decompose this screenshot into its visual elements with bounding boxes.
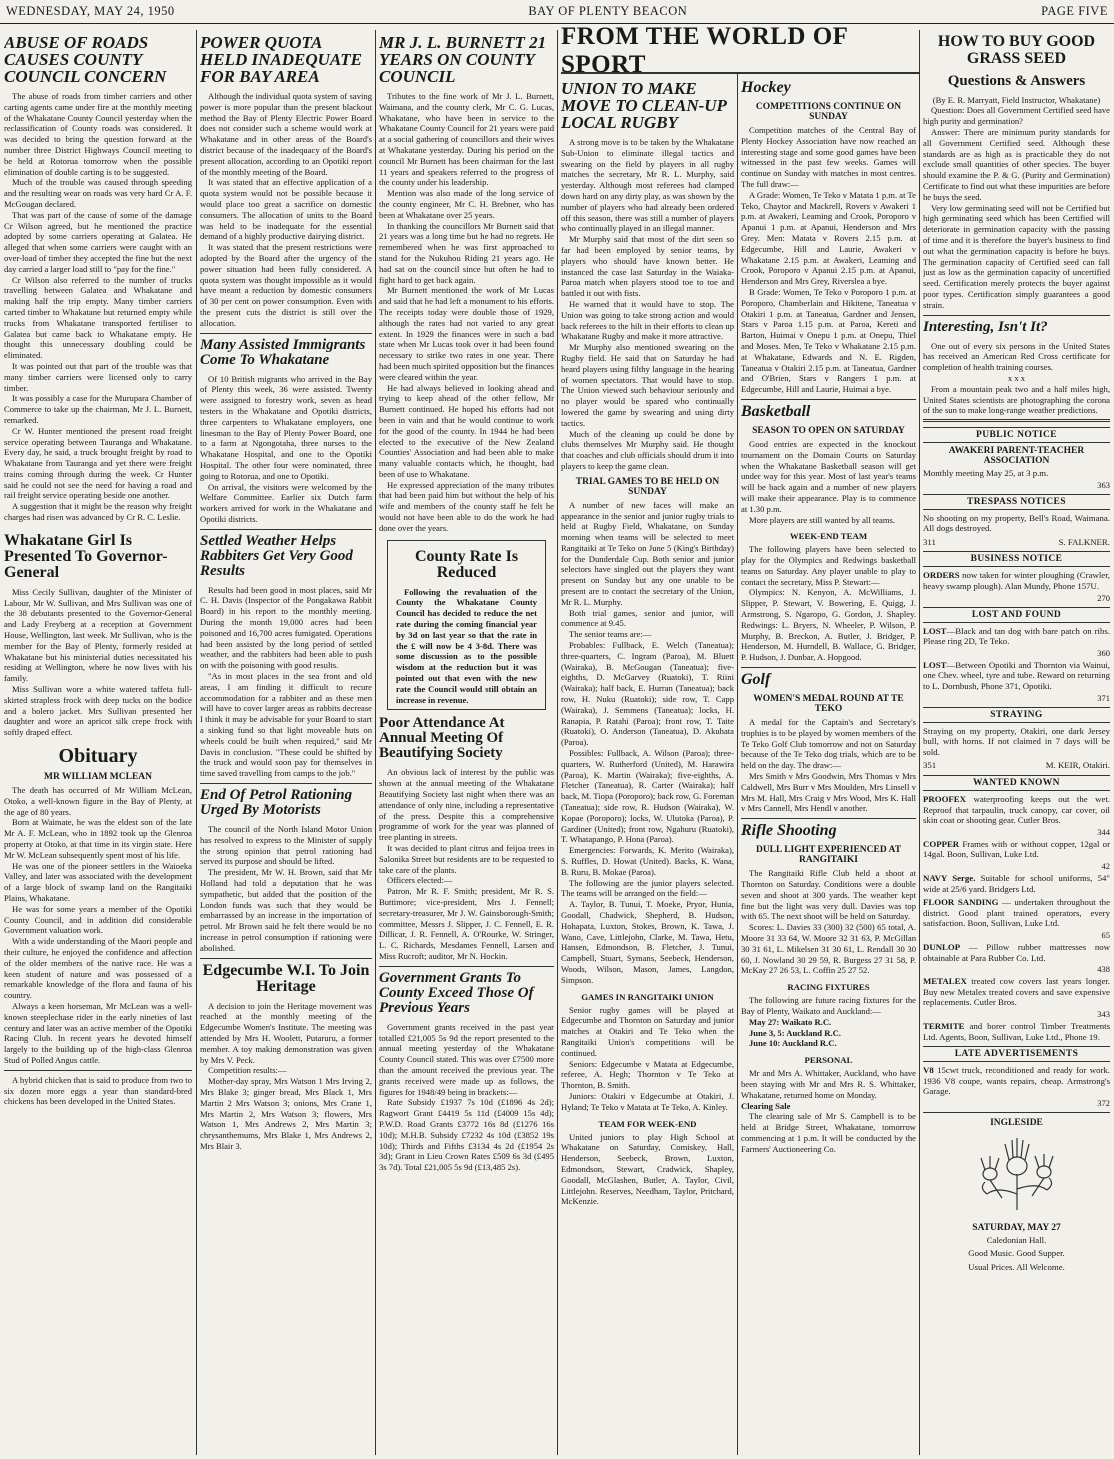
notice-public: PUBLIC NOTICE: [923, 427, 1110, 443]
ad-text: [923, 897, 1110, 929]
article-paragraph: One out of every six persons in the United States has received an American Red Cross certificate for completion of health training courses.: [923, 340, 1110, 373]
ad-body: Suitable for school uniforms, 54" wide at 25/6 yard. Bridgers Ltd.: [923, 872, 1110, 894]
column-rule: [919, 30, 920, 1455]
ad-number: 363: [1097, 479, 1110, 490]
article-paragraph: Miss Cecily Sullivan, daughter of the Minister of Labour, Mr W. Sullivan, and Mrs Sullivan was one of the 38 debutants presented to the Governor-General and Lady Freyberg at a reception at Government House, Wellington, last week. Mr Sullivan, who is the member for the Bay of Plenty, formerly resided at Whakatane but his ministerial duties necessitated his residing at Wellington, where he now lives with his family.: [4, 586, 192, 684]
ad-text: [923, 626, 1110, 647]
divider: [923, 1112, 1110, 1113]
article-paragraph: A number of new faces will make an appearance in the senior and junior rugby trials to held at Rugby Field, Whakatane, on Sunday morning when teams will be selected to meet Rangitaiki at Te Teko on June 5 (King's Birthday) for the Dunderdale Cup. Both senior and junior selectors have singled out the players they want present on Sunday but any one unable to be present are to contact the secretary of the Union, Mr R. L. Murphy.: [561, 499, 734, 607]
subhead-personal: PERSONAL: [804, 1055, 853, 1066]
article-paragraph: Always a keen horseman, Mr McLean was a well-known steeplechase rider in the early nineties of last century and later was an active member of the Opotiki Racing Club. In recent years he devoted himself largely to the building up of the high-class Glenroa Stud of Polled Angus cattle.: [4, 1000, 192, 1065]
article-paragraph: Probables: Fullback, E. Welch (Taneatua); three-quarters, C. Ingram (Paroa), M. Bluett (Wairaka), B. McGougan (Taneatua); five-eighths, D. McGarvey (Ruatoki), T. Riini (Wairaka); half back, E. Hurran (Taneatua); back row, H. Nuku (Ruatoki); side row, T. Capp (Wairaka), J. Semmens (Taneatua); locks, H. Ranapia, P. Ratahi (Paroa); front row, T. Taite (Ruatoki), O. Anderson (Taneatua), D. Akuhata (Paroa).: [561, 640, 734, 748]
article-paragraph: Much of the cleaning up could be done by clubs themselves Mr Murphy said. He thought that coaches and club officials should drum it into players to keep the game clean.: [561, 428, 734, 471]
headline-county-rate: County Rate Is Reduced: [414, 547, 519, 581]
article-paragraph: Both trial games, senior and junior, will commence at 9.45.: [561, 607, 734, 629]
article-paragraph: The following players have been selected to play for the Olympics and Redwings basketball teams on Saturday. Any player unable to play to contact the secretary, Miss P. Stewart:—: [741, 544, 916, 587]
event-detail: Good Music. Good Supper.: [968, 1248, 1065, 1259]
ad-text: [923, 873, 1110, 894]
article-paragraph: It was pointed out that part of the trouble was that many timber carriers were licensed only to carry timber.: [4, 360, 192, 393]
article-paragraph: Question: Does all Government Certified seed have high purity and germination?: [923, 105, 1110, 127]
headline-qa: Questions & Answers: [947, 72, 1086, 89]
article-paragraph: Miss Sullivan wore a white watered taffeta full-skirted strapless frock with deep tucks on the bodice and a bolero jacket. Mrs Sullivan presented her daughter and wore an apricot silk crepe frock with softly draped effect.: [4, 684, 192, 738]
headline-rifle: Rifle Shooting: [741, 822, 837, 840]
ad-number: 371: [1097, 692, 1110, 703]
subhead-clearing-sale: Clearing Sale: [741, 1100, 791, 1111]
event-venue: Caledonian Hall.: [986, 1234, 1047, 1245]
headline-petrol-rationing: End Of Petrol Rationing Urged By Motorists: [200, 787, 353, 819]
ad-text: Monthly meeting May 25, at 3 p.m.: [923, 468, 1049, 479]
article-paragraph: "As in most places in the sea front and old areas, I am finding it difficult to recure accommodation for a rabbiter and as these men will have to cover larger areas as rabbits decrease I think it may be advisable for your Board to start a sinking fund so that light moveable huts on wheels could be built when required," said Mr Davis in conclusion. "These could be shifted by the truck and would soon pay for themselves in time saved travelling from camps to the job.": [200, 671, 372, 779]
ad-text: No shooting on my property, Bell's Road, Waimana. All dogs destroyed.: [923, 512, 1110, 534]
column-rule: [375, 30, 376, 1455]
divider: [4, 1070, 192, 1071]
article-paragraph: Mr Murphy also mentioned swearing on the Rugby field. He said that on Saturday he had heard players using filthy language in the hearing of women spectators. That would have to stop. The Union viewed such behaviour seriously and no player would be spared who continually lowered the game by swearing and using dirty tactics.: [561, 342, 734, 428]
column-rule: [196, 30, 197, 1455]
headline-golf: Golf: [741, 671, 771, 689]
column-2: [200, 30, 372, 1455]
article-paragraph: The following are the junior players selected. The teams will be arranged on the field:—: [561, 877, 734, 899]
article-paragraph: A suggestion that it might be the reason why freight charges had risen was advanced by Cr R. C. Leslie.: [4, 501, 192, 523]
article-paragraph: The Rangitaiki Rifle Club held a shoot at Thornton on Saturday. Conditions were a double seven and shoot at 300 yards. The weather kept fine but the light was very dull. Davies was top with 65. The next shoot will be held on Saturday.: [741, 868, 916, 922]
headline-interesting: Interesting, Isn't It?: [923, 318, 1048, 335]
ad-keyword: FLOOR SANDING: [923, 897, 999, 908]
article-paragraph: Born at Waimate, he was the eldest son of the late Mr A. F. McLean, who in 1892 took up the Glenroa property at Otoko, at that time in its virgin state. Here Mr W. McLean subsequently spent most of his life.: [4, 817, 192, 860]
column-rule: [737, 74, 738, 1455]
article-paragraph: He was for some years a member of the Opotiki County Council, and in addition did considerable Government valuation work.: [4, 903, 192, 936]
masthead-title: BAY OF PLENTY BEACON: [528, 4, 688, 18]
article-paragraph: A hybrid chicken that is said to produce from two to six dozen more eggs a year than standard-bred chickens has been developed in the United States.: [4, 1074, 192, 1107]
ad-body: Frames with or without copper, 12gal or 14gal. Boon, Sullivan, Luke Ltd.: [923, 838, 1110, 860]
article-paragraph: Competition results:—: [208, 1065, 287, 1076]
ad-text: [923, 976, 1110, 1008]
headline-burnett: MR J. L. BURNETT 21 YEARS ON COUNTY COUNCIL: [379, 33, 547, 86]
notice-late-ads: LATE ADVERTISEMENTS: [923, 1046, 1110, 1062]
ad-text: [923, 1065, 1110, 1097]
ad-keyword: METALEX: [923, 976, 967, 987]
ad-body: —Between Opotiki and Thornton via Wainui, one Chev. wheel, tyre and tube. Reward on returning to L. Dornbush, Phone 371, Opotiki.: [923, 659, 1110, 692]
article-paragraph: Government grants received in the past year totalled £21,005 5s 9d the report presented to the annual meeting yesterday of the Whakatane County Council stated. This was over £7500 more than the amount received the previous year. The grants received were made up as follows, the figures for 1948/49 being in brackets:—: [379, 1021, 554, 1097]
column-rule: [557, 30, 558, 1455]
article-paragraph: A Grade: Women, Te Teko v Matata 1 p.m. at Te Teko, Chaytor and Mackrell, Rovers v Awakeri 1 p.m. at Awakeri, Leaming and Crook, Poroporo v Apanui 1 p.m. at Apanui, Henderson and Mrs Grey. Men: Matata v Rovers 2.15 p.m. at Edgecumbe, Hill and Laurie, Awakeri v Whakatane 2.15 p.m. at Awakeri, Leaming and Crook, Poroporo v Apanui 2.15 p.m. at Apanui, Henderson and Mrs Grey, Riverslea a bye.: [741, 189, 916, 287]
thistle-icon: [957, 1134, 1077, 1212]
article-paragraph: Much of the trouble was caused through speeding and the resulting wear on roads was very hard Cr A. F. McGougan declared.: [4, 177, 192, 209]
column-1: [4, 30, 192, 1455]
ad-keyword: TERMITE: [923, 1020, 965, 1031]
article-paragraph: The council of the North Island Motor Union has resolved to express to the Minister of supply the strong opinion that petrol rationing had served its purpose and should be lifted.: [200, 824, 372, 867]
masthead-date: WEDNESDAY, MAY 24, 1950: [6, 4, 175, 18]
article-paragraph: Cr Wilson also referred to the number of trucks travelling between Galatea and Whakatane and making half the trip empty. Many timber carriers carted timber to Whakatane but returned empty while trucks from Whakatane transported fertiliser to Galatea but came back to Whakatane empty. He thought this unnecessary doubling could be eliminated.: [4, 274, 192, 361]
divider: [200, 958, 372, 959]
article-paragraph: He was one of the pioneer settlers in the Waioeka Valley, and later was associated with the development of a large block of swamp land on the Rangitaiki Plains, Whakatane.: [4, 860, 192, 903]
article-paragraph: Mr and Mrs A. Whittaker, Auckland, who have been staying with Mr and Mrs R. S. Whittaker, Whakatane, returned home on Monday.: [741, 1068, 916, 1100]
article-paragraph: Mrs Smith v Mrs Goodwin, Mrs Thomas v Mrs Caldwell, Mrs Burr v Mrs Moulden, Mrs Linsell v Mrs M. Hall, Mrs Craig v Mrs Wood, Mrs K. Hall v Mrs Cannell, Mrs Hendl v another.: [741, 771, 916, 814]
ad-body: — undertaken throughout the district. Good plant trained operators, every satisfaction. Boon, Sullivan, Luke Ltd.: [923, 897, 1110, 929]
headline-basketball: Basketball: [741, 402, 811, 420]
ad-text: [923, 794, 1110, 826]
racing-fixture: June 10: Auckland R.C.: [749, 1038, 837, 1049]
article-paragraph: B Grade: Women, Te Teko v Poroporo 1 p.m. at Poroporo, Chamberlain and Hikitene, Taneatua v Otakiri 1 p.m. at Taneatua, Gardner and Jensen, Stars v Paroa 1.15 p.m. at Paroa, Kereti and Barton, Huimai v Onepu 1 p.m. at Onepu, Thiel and Moses. Men, Te Teko v Whakatane 2.15 p.m. at Whakatane, Edwards and N. E. Rigden, Taneatua v Otakiri 2.15 p.m. at Taneatua, Gardner and O'Brien, Stars v Rangers 1 p.m. at Edgecumbe, Hill and Laurie, Huimai a bye.: [741, 286, 916, 395]
article-paragraph: From a mountain peak two and a half miles high, United States scientists are photographing the corona of the sun to make long-range weather predictions.: [923, 383, 1110, 416]
subhead-trial-games: TRIAL GAMES TO BE HELD ON SUNDAY: [575, 476, 720, 497]
ad-number: 311: [923, 536, 936, 547]
ad-number: 438: [1097, 964, 1110, 975]
ad-number: 360: [1097, 647, 1110, 658]
headline-settled-weather: Settled Weather Helps Rabbiters Get Very Good Results: [200, 532, 353, 579]
headline-rugby: UNION TO MAKE MOVE TO CLEAN-UP LOCAL RUGBY: [561, 79, 727, 132]
divider: [741, 399, 916, 400]
article-paragraph: A. Taylor, B. Tunui, T. Moeke, Pryor, Hunia, Goodall, Chadwick, Shepherd, B. Hudson, Hohapata, Luxton, Stokes, Brown, K. Tawa, J. Wano, Cave, Littlejohn, Clarke, M. Tawa, Hetu, Hansen, Edmondson, B. Fletcher, J. Tunui, Campbell, Stuart, Symans, Seebeck, Henderson, Woods, Wilson, Mason, James, Langdon, Simpson.: [561, 899, 734, 985]
article-paragraph: An obvious lack of interest by the public was shown at the annual meeting of the Whakatane Beautifying Society last night when there was an attendance of only nine, including a representative of the press. Despite this a comprehensive programme of work for the year was planned of tree planting in streets.: [379, 767, 554, 843]
ad-signer: M. KEIR, Otakiri.: [1045, 760, 1110, 771]
article-paragraph: Scores: L. Davies 33 (300) 32 (500) 65 total, A. Moore 31 33 64, W. Moore 32 31 63, P. McGillan 30 31 61, L. Mikelsen 31 30 61, L. Rendall 30 30 60, J. Nowland 30 29 59, R. Burgess 27 31 58, P. McKay 27 26 53, L. Coffin 25 27 52.: [741, 922, 916, 976]
headline-government-grants: Government Grants To County Exceed Those Of Previous Years: [379, 969, 534, 1016]
article-paragraph: Competition matches of the Central Bay of Plenty Hockey Association have now reached an interesting stage and some good games have been witnessed in the past few weeks. Games will continue on Sunday with matches in most centres. The full draw:—: [741, 125, 916, 189]
article-paragraph: Rate Subsidy £1937 7s 10d (£1896 4s 2d); Ragwort Grant £4419 5s 11d (£4009 15s 4d); P.W.D. Road Grants £3772 16s 8d (£1276 16s 10d); M.H.B. Subsidy £7232 4s 10d (£3852 19s 10d); Thirds and Fifths £3134 4s 2d (£1954 2s 3d); Grant in Lieu Crown Rates £509 6s 3d (£495 3s 7d). Total £21,005 5s 9d (£13,485 2s).: [379, 1097, 554, 1173]
event-date: SATURDAY, MAY 27: [972, 1222, 1061, 1233]
racing-fixture: June 3, 5: Auckland R.C.: [749, 1027, 841, 1038]
ad-keyword: DUNLOP: [923, 941, 961, 952]
masthead: [0, 0, 1114, 24]
article-paragraph: Senior rugby games will be played at Edgecumbe and Thornton on Saturday and junior matches at Otakiri and Te Teko when the Rangitaiki Union's competitions will be continued.: [561, 1004, 734, 1058]
ad-keyword: PROOFEX: [923, 794, 967, 805]
ad-text: [923, 570, 1110, 591]
sport-banner: FROM THE WORLD OF SPORT: [561, 30, 919, 74]
divider: [200, 529, 372, 530]
ad-body: and borer control Timber Treatments Ltd. Agents, Boon, Sullivan, Luke Ltd., Phone 19.: [923, 1020, 1110, 1042]
article-paragraph: The senior teams are:—: [569, 629, 652, 640]
article-paragraph: Possibles: Fullback, A. Wilson (Paroa); three-quarters, W. Rutherford (United), M. Harawira (Paroa), K. Martin (Wairaka); five-eighths, A. Fletcher (Taneatua), R. Carter (Wairaka); half back, M. Tiopa (Poroporo); back row, G. Foreman (Taneatua); side row, R. Hudson (Wairaka), W. Kopae (Poroporo); locks, W. Ulutoka (Paroa), P. Gardiner (United); front row, Ngahuru (Ruatoki), T. Whatapango, P. Hona (Paroa).: [561, 748, 734, 845]
article-paragraph: Juniors: Otakiri v Edgecumbe at Otakiri, J. Hyland; Te Teko v Matata at Te Teko, A. Kinley.: [561, 1090, 734, 1112]
article-paragraph: It was stated that the present restrictions were adopted by the Board after the urgency of the power situation had been fully considered. A quota system was thought impossible as it would have meant a reduction by domestic consumers of 30 per cent on power consumption. Even with the present cuts the district is still over the allocation.: [200, 242, 372, 328]
article-paragraph: It was stated that an effective application of a quota system would not be possible because it would place too great a sacrifice on domestic consumers. The allocation of units to the Board was held to be inadequate for the essential demand of a highly productive dairying district.: [200, 177, 372, 242]
article-paragraph: Mention was also made of the long service of the county engineer, Mr C. H. Brebner, who has been at Whakatane over 25 years.: [379, 188, 554, 220]
article-paragraph: A medal for the Captain's and Secretary's trophies is to be played by women members of the Te Teko Golf Club tomorrow and not on Saturday because of the Te Teko dog trials, which are to be held on the day. The draw:—: [741, 717, 916, 771]
column-4: [561, 76, 734, 1455]
divider: [923, 315, 1110, 316]
article-paragraph: With a wide understanding of the Maori people and their culture, he enjoyed the confidence and affection of the older members of the native race. He was a keen student of nature and was possessed of a remarkable knowledge of the flora and fauna of his country.: [4, 936, 192, 1001]
racing-fixture: May 27: Waikato R.C.: [749, 1016, 832, 1027]
headline-whakatane-girl: Whakatane Girl Is Presented To Governor-General: [4, 531, 168, 581]
divider: [379, 966, 554, 967]
divider: [741, 667, 916, 668]
article-paragraph: Patron, Mr R. F. Smith; president, Mr R. S. Buttimore; vice-president, Mrs J. Fennell; secretary-treasurer, Mr J. W. Gainsborough-Smith; committee, Messrs J. Slipper, J. C. Fennell, E. R. Dillicar, J. R. Fennell, A. O'Rourke, W. Stringer, L. C. Richards, Mesdames Fennell, Larsen and Miss Rucroft; auditor, Mr N. Hockin.: [379, 886, 554, 961]
article-paragraph: Very low germinating seed will not be Certified but high germinating seed which has been Certified will deteriorate in germination capacity with the passing of time and it is therefore the buyer's business to find out what the germination capacity is before he buys. The germination capacity of Certified seed can fall just as low as the germination capacity of uncertified seed. Certification merely protects the buyer against poor types. Certification simply guarantees a good strain.: [923, 202, 1110, 310]
separator-marks: x x x: [1007, 372, 1026, 383]
column-6: [923, 30, 1110, 1455]
ad-body: treated cow covers last years longer. Buy new Metalex treated covers and save expensive replacements. Cutler Bros.: [923, 976, 1110, 1008]
ad-body: 15cwt truck, reconditioned and ready for work. 1936 V8 coupe, wants repairs, cheap. Armstrong's Garage.: [923, 1065, 1110, 1097]
headline-power-quota: POWER QUOTA HELD INADEQUATE FOR BAY AREA: [200, 33, 362, 86]
article-paragraph: Emergencies: Forwards, K. Merito (Wairaka), S. Ruffles, D. Howat (United). Backs, K. Wana, B. Ruru, B. Mokae (Paroa).: [561, 845, 734, 877]
thistle-illustration-icon: [923, 1134, 1110, 1217]
ad-keyword: COPPER: [923, 838, 960, 849]
column-5: [741, 76, 916, 1455]
ad-text: [923, 839, 1110, 860]
event-detail: Usual Prices. All Welcome.: [968, 1262, 1065, 1273]
divider: [200, 333, 372, 334]
divider: [741, 818, 916, 819]
article-paragraph: Following the revaluation of the County the Whakatane County Council has decided to reduce the net rate during the coming financial year by 3d on last year so that the rate in the £ will now be 4 3-8d. There was some discussion as to the possible wisdom at the reduction but it was pointed out that even with the new rate the Council would still obtain an increase in revenue.: [396, 586, 537, 705]
article-paragraph: Olympics: N. Kenyon, A. McWilliams, J. Slipper, P. Stewart, V. Bowering, E. Quigg, J. Armstrong, S. Ngaropo, G. Gordon, J. Shapley. Redwings: L. Bryers, N. Wheeler, P. Wilson, P. Murphy, B. Breckon, A. Butler, J. Bridger, P. Henderson, M. Hurndell, B. Wallace, G. Bridger, P. Hudson, J. Dunbar, A. Hopgood.: [741, 587, 916, 663]
ad-text: [923, 942, 1110, 963]
headline-grass-seed: HOW TO BUY GOOD GRASS SEED: [937, 33, 1096, 67]
ad-number: 351: [923, 760, 937, 771]
subhead-weekend-team: WEEK-END TEAM: [789, 531, 868, 542]
article-paragraph: He warned that it would have to stop. The Union was going to take strong action and would back referees to the hilt in their efforts to clean up Whakatane Rugby and make it more attractive.: [561, 298, 734, 342]
article-paragraph: The clearing sale of Mr S. Campbell is to be held at Bridge Street, Whakatane, tomorrow commencing at 1 p.m. It will be conducted by the Farmers' Auctioneering Co.: [741, 1111, 916, 1154]
article-paragraph: It was possibly a case for the Murupara Chamber of Commerce to take up the chairman, Mr J. L. Burnett, remarked.: [4, 393, 192, 425]
notice-lost-found: LOST AND FOUND: [923, 607, 1110, 623]
ad-body: now taken for winter ploughing (Crawler, heavy swamp plough). Alan Mundy, Phone 157U.: [923, 570, 1110, 592]
article-paragraph: A strong move is to be taken by the Whakatane Sub-Union to eliminate illegal tactics and swearing on the field by players in all rugby matches the secretary, Mr R. L. Murphy, said yesterday. Although most referees had clamped down hard on any dirty play, as was shown by the number of players who had already been ordered off this season, there was still a number of players who continually played in an illegal manner.: [561, 137, 734, 234]
byline: (By E. R. Marryatt, Field Instructor, Whakatane): [932, 94, 1101, 105]
ad-number: 270: [1097, 592, 1110, 603]
article-paragraph: Good entries are expected in the knockout tournament on the Domain Courts on Saturday when the Whakatane Basketball season will get under way for this year. Most of last year's teams will be back again and a number of new players will make their appearance. Play is to commence at 1.30 p.m.: [741, 438, 916, 514]
article-paragraph: On arrival, the visitors were welcomed by the Welfare Committee. Earlier six Dutch farm workers arrived for work in the Whakatane and Opotiki districts.: [200, 481, 372, 524]
article-paragraph: He expressed appreciation of the many tributes that had been paid him but without the help of his wife and members of the county staff he felt he would not have been able to do the work he had done over the years.: [379, 479, 554, 533]
divider: [200, 783, 372, 784]
notice-trespass: TRESPASS NOTICES: [923, 494, 1110, 510]
headline-abuse-of-roads: ABUSE OF ROADS CAUSES COUNTY COUNCIL CONCERN: [4, 33, 167, 86]
ad-text: [923, 660, 1110, 692]
ad-keyword: LOST: [923, 625, 947, 636]
masthead-page: PAGE FIVE: [1041, 4, 1108, 18]
headline-immigrants: Many Assisted Immigrants Come To Whakatane: [200, 336, 366, 368]
ad-keyword: ORDERS: [923, 570, 960, 581]
subhead-rifle: DULL LIGHT EXPERIENCED AT RANGITAIKI: [755, 845, 902, 866]
article-paragraph: Of 10 British migrants who arrived in the Bay of Plenty this week, 36 were assisted. Twenty were assigned to forestry work, seven as head testers in the Whakatane and Opotiki districts, three carpenters to Whakatane employers, one linesman to the Bay of Plenty Power Board, one to a farm at Ngongotaha, three nurses to the Whakatane Hospital, and one to the Opotiki Hospital. The other four were nominated, three going to Rotorua, and one to Opotiki.: [200, 373, 372, 481]
ad-body: waterproofing keeps out the wet. Reproof that tarpaulin, truck canopy, car cover, oil skin coat or shooting gear. Cutler Bros.: [923, 794, 1110, 826]
subhead-hockey: COMPETITIONS CONTINUE ON SUNDAY: [755, 102, 902, 122]
county-rate-box: [387, 540, 546, 711]
subhead-rangitaiki: GAMES IN RANGITAIKI UNION: [581, 991, 714, 1002]
article-paragraph: Answer: There are minimum purity standards for all Government Certified seed. Although these standards are as high as is practicable they do not exclude small quantities of other species. The buyer should examine the P. & G. (Purity and Germination) Certificate to find out what these impurities are before he buys the seed.: [923, 126, 1110, 202]
article-paragraph: A decision to join the Heritage movement was reached at the monthly meeting of the Edgecumbe Women's Institute. The meeting was attended by Mrs H. Woolett, Putaruru, a former member. A toy making demonstration was given by Mrs V. Peck.: [200, 1000, 372, 1065]
subhead-basketball: SEASON TO OPEN ON SATURDAY: [752, 425, 905, 436]
ad-number: 343: [1097, 1008, 1110, 1019]
headline-obituary: Obituary: [58, 745, 138, 768]
headline-poor-attendance: Poor Attendance At Annual Meeting Of Beautifying Society: [379, 715, 505, 762]
article-paragraph: Mother-day spray, Mrs Watson 1 Mrs Irving 2, Mrs Blake 3; ginger bread, Mrs Black 1, Mrs Martin 2 Mrs Watson 3; onions, Mrs Crane 1, Mrs Martin 2, Mrs Watson 3; flowers, Mrs Watson 1, Mrs Andrews 2, Mrs Martin 3; chrysanthemums, Mrs Blake 1, Mrs Andrews 2, Mrs Blair 3.: [200, 1076, 372, 1151]
ad-number: 42: [1101, 860, 1110, 871]
article-paragraph: He had always believed in looking ahead and trying to keep ahead of the other fellow, Mr Burnett continued. He hoped his efforts had not been in vain and that he would continue to work for the good of the county. In 1944 he had been elected to the executive of the New Zealand Counties' Association and had been able to make many valuable contacts which, he thought, had been of use to Whakatane.: [379, 382, 554, 479]
ad-keyword: V8: [923, 1065, 934, 1076]
column-3: [379, 30, 554, 1455]
ad-body: — Pillow rubber mattresses now obtainable at Para Rubber Co. Ltd.: [923, 941, 1110, 963]
ad-text: Straying on my property, Otakiri, one dark Jersey bull, with horns. If not claimed in 7 days will be sold.: [923, 725, 1110, 757]
article-paragraph: The president, Mr W. H. Brown, said that Mr Holland had told a deputation that he was sympathetic, but added that the position of the London funds was such that they would be embarrassed by an increase in the importation of petrol. Mr Brown said he felt there would be no increase in petrol consumption if rationing were abolished.: [200, 867, 372, 953]
article-paragraph: The following are future racing fixtures for the Bay of Plenty, Waikato and Auckland:—: [741, 995, 916, 1016]
ingleside-title: INGLESIDE: [990, 1117, 1043, 1128]
article-paragraph: Although the individual quota system of saving power is more popular than the present blackout method the Bay of Plenty Electric Power Board does not consider such a scheme would work at Whakatane and in other areas of the Board's district because of the inadequacy of the Board's present allocation, according to an Opotiki report of the monthly meeting of the Board.: [200, 91, 372, 177]
article-paragraph: Cr W. Hunter mentioned the present road freight service operating between Tauranga and Whakatane. Every day, he said, a truck brought freight by road to Whakatane from Tauranga and yet there were freight trains coming through during the week. Cr Hunter said he could not see the need for having a road and rail freight service operating beside one another.: [4, 425, 192, 501]
divider: [923, 419, 1110, 422]
ad-number: 65: [1101, 929, 1110, 940]
article-paragraph: That was part of the cause of some of the damage Cr Wilson agreed, but he mentioned the practice adopted by some carriers operating at Galatea. He alleged that when some carriers were caught with an over-load of timber they accepted the fine but the next day carried a larger load still to "pay for the fine.": [4, 209, 192, 274]
article-paragraph: Seniors: Edgecumbe v Matata at Edgecumbe, referee, A. Hegh; Thornton v Te Teko at Thornton, B. Smith.: [561, 1058, 734, 1091]
ad-keyword: NAVY Serge.: [923, 872, 976, 883]
obituary-subhead: MR WILLIAM MCLEAN: [43, 772, 153, 783]
subhead-racing: RACING FIXTURES: [787, 982, 870, 993]
subhead-golf: WOMEN'S MEDAL ROUND AT TE TEKO: [753, 694, 904, 715]
article-paragraph: Mr Burnett mentioned the work of Mr Lucas and said that he had left a monument to his efforts. The receipts today were double those of 1929, although the rates had not varied to any great extent. In 1929 the finances were in such a bad state when Mr Lucas took over it had been found necessary to strike two rates in one year. There had been much spirited opposition but the finances were cleared within the year.: [379, 285, 554, 382]
notice-awakeri: AWAKERI PARENT-TEACHER ASSOCIATION: [948, 446, 1085, 467]
article-paragraph: Results had been good in most places, said Mr C. H. Davis (Inspector of the Pongakawa Rabbit Board) in his report to the monthly meeting. During the month 19,000 acres had been poisoned and 16,700 acres fumigated. Operations had been assisted by the long period of settled weather, and the rabbiters had been able to push on with the poisoning with good results.: [200, 584, 372, 671]
article-paragraph: Officers elected:—: [387, 875, 453, 886]
ad-number: 344: [1097, 826, 1110, 837]
ad-keyword: LOST: [923, 659, 947, 670]
article-paragraph: In thanking the councillors Mr Burnett said that 21 years was a long time but he had no regrets. He remembered when he was first approached to stand for the Nukuhou Riding 21 years ago. He had sat on the council since but often he had to fight hard to get back again.: [379, 220, 554, 285]
ad-signer: S. FALKNER.: [1058, 536, 1110, 547]
notice-wanted-known: WANTED KNOWN: [923, 775, 1110, 791]
ad-text: [923, 1021, 1110, 1042]
article-paragraph: The abuse of roads from timber carriers and other carting agents came under fire at the monthly meeting of the Whakatane County Council yesterday when the reclassification of County roads was considered. It was decided to bring the question forward at the number three District Highways Council meeting to be held at Rotorua tomorrow when the possible elimination of double carting is to be suggested.: [4, 91, 192, 177]
notice-straying: STRAYING: [923, 707, 1110, 723]
notice-business: BUSINESS NOTICE: [923, 551, 1110, 567]
headline-hockey: Hockey: [741, 79, 791, 96]
article-paragraph: More players are still wanted by all teams.: [749, 514, 896, 525]
ad-body: —Black and tan dog with bare patch on ribs. Please ring 2D, Te Teko.: [923, 625, 1110, 647]
subhead-team-weekend: TEAM FOR WEEK-END: [598, 1118, 697, 1129]
article-paragraph: United juniors to play High School at Whakatane on Saturday, Comiskey, Hall, Henderson, Seebeck, Brown, Luxton, Edmondson, Stewart, Cradwick, Shapley, Goodall, McGlashen, Butler, A. Taylor, Civil, Littlejohn. Reserves, Needham, Taylor, Pritchard, McKenzie.: [561, 1131, 734, 1207]
article-paragraph: It was decided to plant citrus and feijoa trees in Salonika Street but residents are to be requested to take care of the plants.: [379, 843, 554, 875]
article-paragraph: Mr Murphy said that most of the dirt seen so far had been employed by senior teams, by players who should have known better. He instanced the case last Saturday in the Waiaka-Paroa match when players stood toe to toe and battled it out with fists.: [561, 234, 734, 299]
ad-number: 372: [1097, 1097, 1110, 1108]
article-paragraph: The death has occurred of Mr William McLean, Otoko, a well-known figure in the Bay of Plenty, at the age of 80 years.: [4, 785, 192, 817]
headline-edgecumbe-wi: Edgecumbe W.I. To Join Heritage: [202, 961, 370, 995]
ad-signature: [923, 537, 1110, 548]
ad-signature: [923, 760, 1110, 771]
article-paragraph: Tributes to the fine work of Mr J. L. Burnett, Waimana, and the county clerk, Mr C. G. Lucas, Whakatane, who have been in service to the Whakatane County Council for 21 years were paid at a social gathering of councillors and their wives at Whakatane yesterday. During his period on the council Mr Burnett has been chairman for the last 11 years and speakers referred to the progress of the county under his leadership.: [379, 91, 554, 188]
